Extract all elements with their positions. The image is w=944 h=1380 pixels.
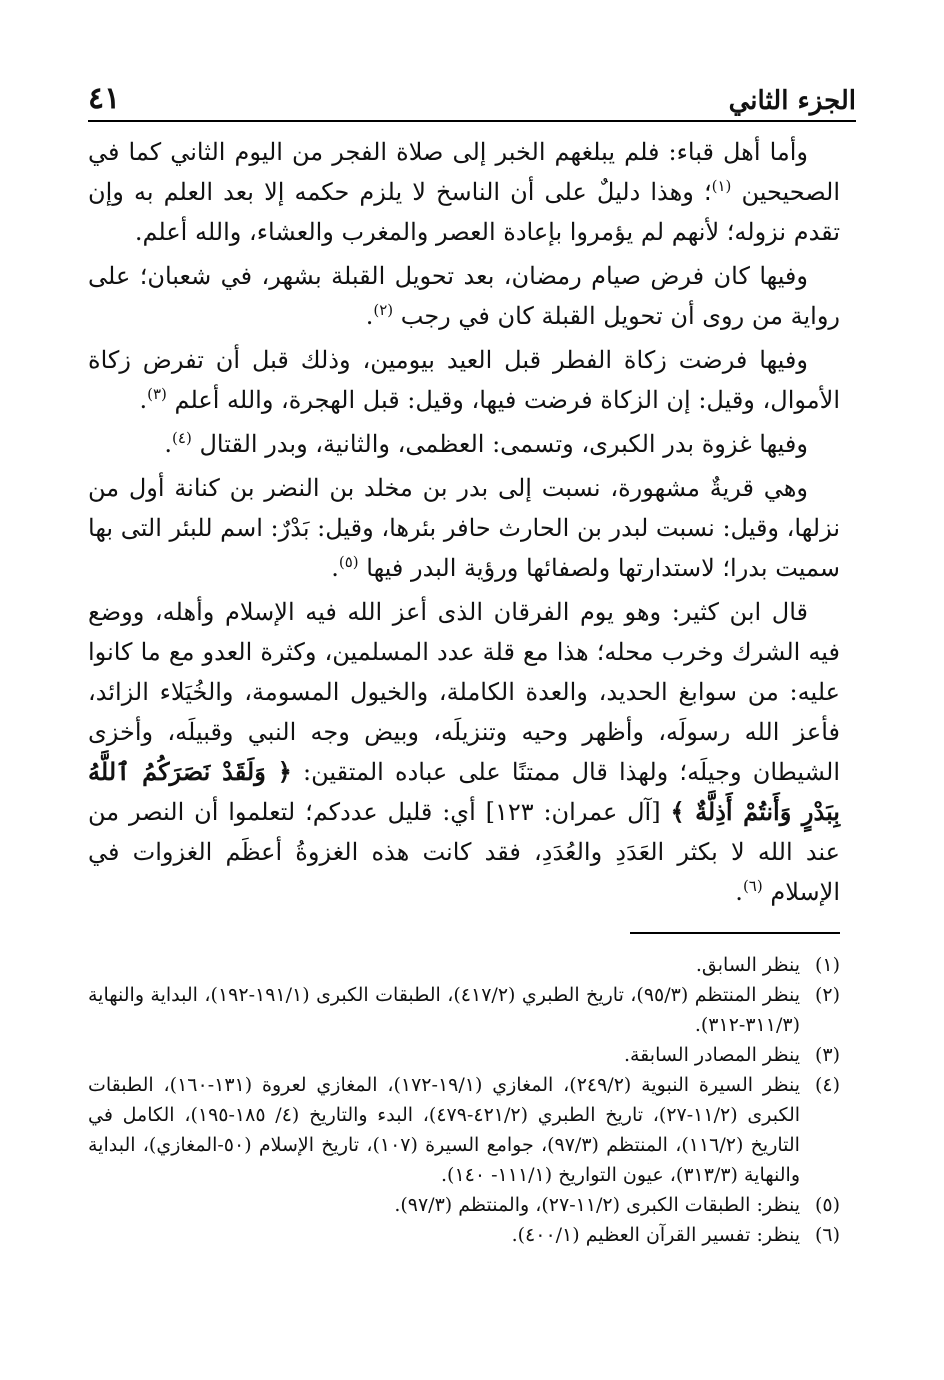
main-text — [88, 132, 840, 916]
footnote-number: (٦) — [814, 1224, 840, 1246]
footnote-marker: (٢) — [373, 301, 394, 319]
paragraph-text: . — [139, 386, 148, 414]
footnote-number: (١) — [814, 954, 840, 976]
footnote — [88, 1190, 840, 1220]
footnote-number: (٥) — [814, 1194, 840, 1216]
paragraph-text: وفيها غزوة بدر الكبرى، وتسمى: العظمى، والثانية، وبدر القتال — [191, 430, 808, 458]
footnote-marker: (٥) — [338, 553, 359, 571]
footnote-number: (٤) — [814, 1074, 840, 1096]
paragraph-text: وأما أهل قباء: فلم يبلغهم الخبر إلى صلاة الفجر من اليوم الثاني كما في الصحيحين — [88, 138, 840, 206]
footnote-text: ينظر السابق. — [695, 954, 800, 976]
footnote-marker: (٤) — [172, 429, 192, 447]
paragraph — [88, 468, 840, 588]
paragraph-text: ؛ وهذا دليلٌ على أن الناسخ لا يلزم حكمه إلا بعد العلم به وإن تقدم نزوله؛ لأنهم لم يؤمروا بإعادة العصر والمغرب والعشاء، والله أعلم. — [88, 178, 840, 246]
footnote-text: ينظر المصادر السابقة. — [623, 1044, 800, 1066]
footnote-marker: (٣) — [147, 385, 167, 403]
paragraph-text: قال ابن كثير: وهو يوم الفرقان الذى أعز الله فيه الإسلام وأهله، ووضع فيه الشرك وخرب محله؛ هذا مع قلة عدد المسلمين، وكثرة العدو مع ما كانوا عليه: من سوابغ الحديد، والعدة الكاملة، والخيول المسومة، والخُيَلاء الزائد، فأعز الله رسولَه، وأظهر وحيه وتنزيلَه، وبيض وجه النبي وقبيلَه، وأخزى الشيطان وجيلَه؛ ولهذا قال ممتنًا على عباده المتقين: — [88, 598, 841, 786]
paragraph-text: . — [331, 554, 339, 582]
footnotes — [88, 950, 840, 1250]
paragraph-text: وهي قريةٌ مشهورة، نسبت إلى بدر بن مخلد بن النضر بن كنانة أول من نزلها، وقيل: نسبت لبدر بن الحارث حافر بئرها، وقيل: بَدْرٌ: اسم للبئر التى بها سميت بدرا؛ لاستدارتها ولصفائها ورؤية البدر فيها — [88, 474, 840, 582]
footnote — [88, 1220, 840, 1250]
footnote-text: ينظر: تفسير القرآن العظيم (٤٠٠/١). — [511, 1224, 800, 1246]
footnote-number: (٢) — [814, 984, 840, 1006]
paragraph — [88, 424, 840, 464]
footnote-separator — [630, 932, 840, 934]
paragraph-text: وفيها كان فرض صيام رمضان، بعد تحويل القبلة بشهر، في شعبان؛ على رواية من روى أن تحويل القبلة كان في رجب — [88, 262, 840, 330]
footnote — [88, 950, 840, 980]
footnote-text: ينظر: الطبقات الكبرى (١١/٢-٢٧)، والمنتظم (٩٧/٣). — [394, 1194, 800, 1216]
paragraph — [88, 256, 840, 336]
footnote-marker: (٦) — [742, 877, 763, 895]
footnote-marker: (١) — [711, 177, 732, 195]
paragraph-text: . — [735, 878, 743, 906]
paragraph-text: وفيها فرضت زكاة الفطر قبل العيد بيومين، وذلك قبل أن تفرض زكاة الأموال، وقيل: إن الزكاة فرضت فيها، وقيل: قبل الهجرة، والله أعلم — [88, 346, 840, 414]
paragraph — [88, 132, 840, 252]
running-title: الجزء الثاني — [728, 86, 856, 116]
page-header — [88, 64, 856, 122]
paragraph-text: [آل عمران: ١٢٣] أي: قليل عددكم؛ لتعلموا أن النصر من عند الله لا بكثر العَدَدِ والعُدَدِ، فقد كانت هذه الغزوةُ أعظَم الغزوات في الإسلام — [88, 798, 840, 906]
footnote — [88, 1040, 840, 1070]
quran-verse: ﴿ وَلَقَدْ نَصَرَكُمُ ٱللَّهُ بِبَدْرٍ وَأَنتُمْ أَذِلَّةٌ ﴾ — [88, 757, 840, 826]
footnote-number: (٣) — [814, 1044, 840, 1066]
paragraph — [88, 340, 840, 420]
footnote-text: ينظر السيرة النبوية (٢٤٩/٢)، المغازي (١٩/١-١٧٢)، المغازي لعروة (١٣١-١٦٠)، الطبقات الكبرى (١١/٢-٢٧)، تاريخ الطبري (٤٢١/٢-٤٧٩)، البدء والتاريخ (٤/ ١٨٥-١٩٥)، الكامل في التاريخ (١١٦/٢)، المنتظم (٩٧/٣)، جوامع السيرة (١٠٧)، تاريخ الإسلام (٥٠-المغازي)، البداية والنهاية (٣١٣/٣)، عيون التواريخ (١١١/١- ١٤٠). — [88, 1074, 801, 1186]
footnote — [88, 980, 840, 1040]
paragraph-text: . — [365, 302, 374, 330]
paragraph-text: . — [164, 430, 173, 458]
footnote-text: ينظر المنتظم (٩٥/٣)، تاريخ الطبري (٤١٧/٢)، الطبقات الكبرى (١٩١/١-١٩٢)، البداية والنهاية (٣١١/٣-٣١٢). — [88, 984, 800, 1036]
page-number: ٤١ — [88, 81, 121, 116]
paragraph — [88, 592, 840, 912]
footnote — [88, 1070, 840, 1190]
